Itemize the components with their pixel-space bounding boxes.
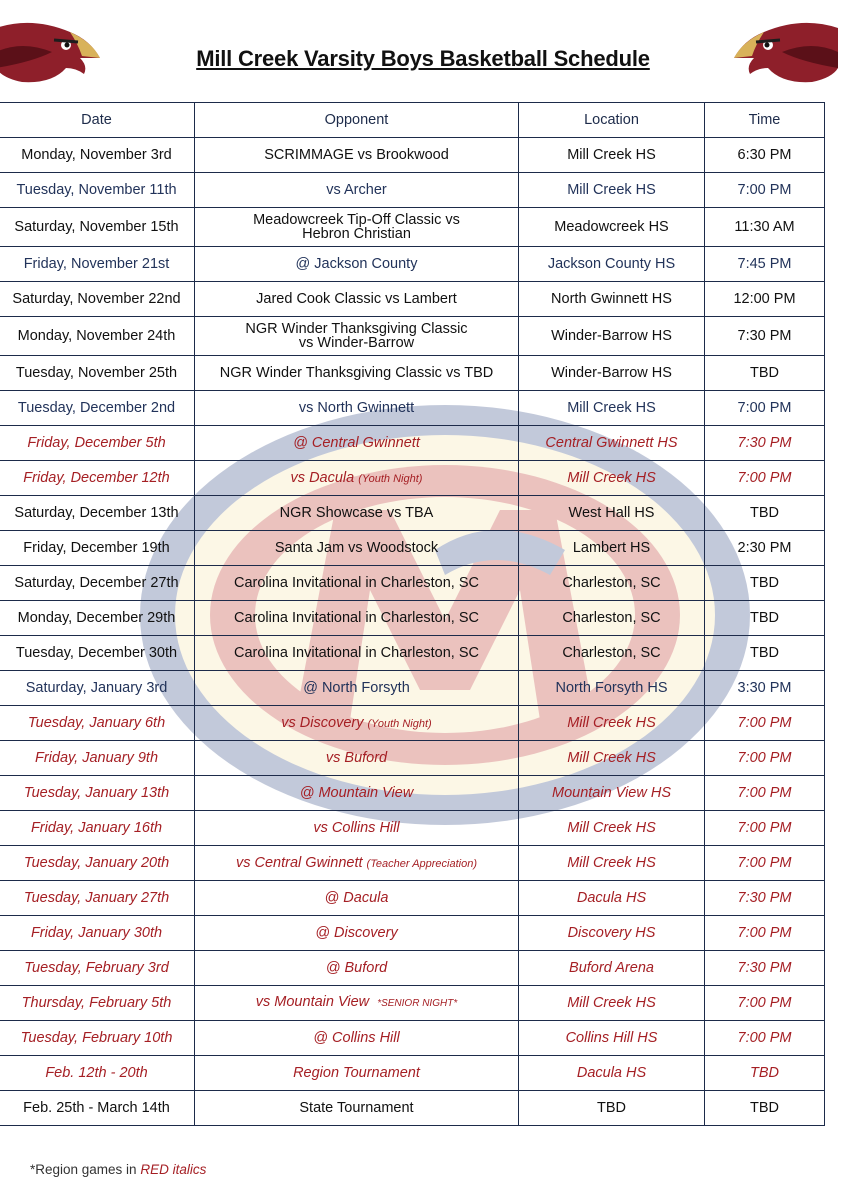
game-date: Friday, November 21st: [0, 247, 195, 282]
senior-night-note: *SENIOR NIGHT*: [377, 998, 458, 1009]
header-opponent: Opponent: [195, 103, 519, 138]
game-location: Mill Creek HS: [519, 811, 705, 846]
game-location: Mountain View HS: [519, 776, 705, 811]
game-location: Mill Creek HS: [519, 138, 705, 173]
game-opponent: @ North Forsyth: [195, 671, 519, 706]
game-opponent: @ Discovery: [195, 916, 519, 951]
game-location: Winder-Barrow HS: [519, 356, 705, 391]
game-time: 7:30 PM: [705, 317, 825, 356]
opponent-line: vs Winder-Barrow: [298, 335, 415, 351]
game-opponent: Carolina Invitational in Charleston, SC: [195, 566, 519, 601]
table-row: [0, 426, 825, 461]
header-location: Location: [519, 103, 705, 138]
game-time: 3:30 PM: [705, 671, 825, 706]
header-date: Date: [0, 103, 195, 138]
footnote-highlight: RED italics: [140, 1162, 207, 1177]
table-row: [0, 173, 825, 208]
game-time: 7:00 PM: [705, 986, 825, 1021]
game-location: Charleston, SC: [519, 566, 705, 601]
table-row: [0, 356, 825, 391]
game-time: 7:30 PM: [705, 951, 825, 986]
game-time: TBD: [705, 496, 825, 531]
game-date: Friday, January 9th: [0, 741, 195, 776]
game-note: (Youth Night): [367, 717, 432, 730]
game-location: Winder-Barrow HS: [519, 317, 705, 356]
game-time: 7:00 PM: [705, 811, 825, 846]
game-date: Tuesday, February 10th: [0, 1021, 195, 1056]
game-location: Mill Creek HS: [519, 706, 705, 741]
table-row: [0, 496, 825, 531]
game-location: TBD: [519, 1091, 705, 1126]
game-location: Discovery HS: [519, 916, 705, 951]
table-header-row: [0, 103, 825, 138]
game-opponent: vs Archer: [195, 173, 519, 208]
header-time: Time: [705, 103, 825, 138]
game-location: Jackson County HS: [519, 247, 705, 282]
game-opponent: [195, 208, 519, 247]
table-row: [0, 951, 825, 986]
table-row: [0, 247, 825, 282]
game-opponent: SCRIMMAGE vs Brookwood: [195, 138, 519, 173]
game-location: Charleston, SC: [519, 601, 705, 636]
game-time: TBD: [705, 1056, 825, 1091]
game-location: Central Gwinnett HS: [519, 426, 705, 461]
game-opponent: @ Mountain View: [195, 776, 519, 811]
game-date: Monday, November 3rd: [0, 138, 195, 173]
game-opponent: State Tournament: [195, 1091, 519, 1126]
game-opponent: NGR Winder Thanksgiving Classic vs TBD: [195, 356, 519, 391]
table-row: [0, 1091, 825, 1126]
opponent-line: NGR Winder Thanksgiving Classic: [245, 321, 468, 337]
game-date: Tuesday, November 25th: [0, 356, 195, 391]
game-note: (Teacher Appreciation): [366, 857, 478, 870]
table-row: [0, 881, 825, 916]
page-title: Mill Creek Varsity Boys Basketball Schedule: [196, 46, 650, 71]
game-opponent: @ Central Gwinnett: [195, 426, 519, 461]
game-time: 7:30 PM: [705, 881, 825, 916]
game-location: Dacula HS: [519, 881, 705, 916]
game-opponent: vs North Gwinnett: [195, 391, 519, 426]
game-date: Tuesday, January 27th: [0, 881, 195, 916]
game-date: Tuesday, November 11th: [0, 173, 195, 208]
game-location: Mill Creek HS: [519, 846, 705, 881]
game-time: 7:00 PM: [705, 846, 825, 881]
game-date: Thursday, February 5th: [0, 986, 195, 1021]
game-time: 7:30 PM: [705, 426, 825, 461]
game-time: 7:00 PM: [705, 461, 825, 496]
game-location: Buford Arena: [519, 951, 705, 986]
table-row: [0, 776, 825, 811]
game-date: Friday, January 30th: [0, 916, 195, 951]
game-location: Charleston, SC: [519, 636, 705, 671]
game-opponent: [195, 317, 519, 356]
game-opponent: [195, 706, 519, 741]
table-row: [0, 636, 825, 671]
table-row: [0, 531, 825, 566]
game-date: Tuesday, December 2nd: [0, 391, 195, 426]
table-row: [0, 811, 825, 846]
game-date: Saturday, November 22nd: [0, 282, 195, 317]
game-time: 7:00 PM: [705, 1021, 825, 1056]
table-row: [0, 706, 825, 741]
game-opponent: vs Buford: [195, 741, 519, 776]
game-opponent: NGR Showcase vs TBA: [195, 496, 519, 531]
game-location: Mill Creek HS: [519, 173, 705, 208]
game-date: Saturday, December 27th: [0, 566, 195, 601]
game-date: Saturday, December 13th: [0, 496, 195, 531]
game-location: North Forsyth HS: [519, 671, 705, 706]
game-opponent: Santa Jam vs Woodstock: [195, 531, 519, 566]
opponent-name: vs Central Gwinnett: [235, 854, 363, 871]
game-date: Friday, December 12th: [0, 461, 195, 496]
footnote-text: *Region games in: [30, 1162, 141, 1177]
game-time: 7:00 PM: [705, 706, 825, 741]
game-date: Tuesday, January 6th: [0, 706, 195, 741]
game-location: Mill Creek HS: [519, 391, 705, 426]
opponent-name: vs Mountain View: [255, 994, 370, 1010]
game-opponent: @ Collins Hill: [195, 1021, 519, 1056]
table-row: [0, 846, 825, 881]
table-row: [0, 601, 825, 636]
game-location: Mill Creek HS: [519, 461, 705, 496]
game-time: TBD: [705, 356, 825, 391]
table-row: [0, 671, 825, 706]
game-time: 7:00 PM: [705, 741, 825, 776]
game-date: Monday, December 29th: [0, 601, 195, 636]
table-row: [0, 1056, 825, 1091]
game-date: Feb. 25th - March 14th: [0, 1091, 195, 1126]
game-time: 12:00 PM: [705, 282, 825, 317]
game-date: Tuesday, January 20th: [0, 846, 195, 881]
game-opponent: [195, 846, 519, 881]
game-location: Lambert HS: [519, 531, 705, 566]
game-location: North Gwinnett HS: [519, 282, 705, 317]
schedule-table: [0, 102, 825, 1126]
game-opponent: Region Tournament: [195, 1056, 519, 1091]
game-location: Mill Creek HS: [519, 741, 705, 776]
opponent-name: vs Dacula: [290, 469, 355, 486]
game-opponent: vs Collins Hill: [195, 811, 519, 846]
table-row: [0, 138, 825, 173]
opponent-line: Hebron Christian: [302, 226, 411, 242]
game-date: Saturday, January 3rd: [0, 671, 195, 706]
game-time: 7:00 PM: [705, 916, 825, 951]
game-location: Dacula HS: [519, 1056, 705, 1091]
opponent-line: Meadowcreek Tip-Off Classic vs: [253, 212, 460, 228]
game-date: Saturday, November 15th: [0, 208, 195, 247]
game-date: Tuesday, February 3rd: [0, 951, 195, 986]
game-date: Monday, November 24th: [0, 317, 195, 356]
game-note: (Youth Night): [358, 472, 423, 485]
game-time: TBD: [705, 1091, 825, 1126]
game-opponent: [195, 986, 519, 1021]
game-time: 7:00 PM: [705, 173, 825, 208]
game-time: TBD: [705, 636, 825, 671]
game-date: Friday, December 19th: [0, 531, 195, 566]
game-time: 2:30 PM: [705, 531, 825, 566]
game-time: 7:45 PM: [705, 247, 825, 282]
game-opponent: Jared Cook Classic vs Lambert: [195, 282, 519, 317]
game-time: 11:30 AM: [705, 208, 825, 247]
game-date: Tuesday, December 30th: [0, 636, 195, 671]
game-location: Mill Creek HS: [519, 986, 705, 1021]
table-row: [0, 741, 825, 776]
table-row: [0, 208, 825, 247]
game-time: 6:30 PM: [705, 138, 825, 173]
game-opponent: @ Dacula: [195, 881, 519, 916]
table-row: [0, 282, 825, 317]
table-row: [0, 461, 825, 496]
game-time: 7:00 PM: [705, 391, 825, 426]
game-location: Meadowcreek HS: [519, 208, 705, 247]
game-date: Friday, January 16th: [0, 811, 195, 846]
table-row: [0, 1021, 825, 1056]
game-location: Collins Hill HS: [519, 1021, 705, 1056]
game-time: TBD: [705, 601, 825, 636]
game-opponent: [195, 461, 519, 496]
game-opponent: Carolina Invitational in Charleston, SC: [195, 636, 519, 671]
table-row: [0, 566, 825, 601]
game-opponent: Carolina Invitational in Charleston, SC: [195, 601, 519, 636]
table-row: [0, 391, 825, 426]
table-row: [0, 916, 825, 951]
table-row: [0, 317, 825, 356]
game-location: West Hall HS: [519, 496, 705, 531]
game-opponent: @ Buford: [195, 951, 519, 986]
game-date: Tuesday, January 13th: [0, 776, 195, 811]
game-time: TBD: [705, 566, 825, 601]
region-games-footnote: [30, 1162, 206, 1177]
game-opponent: @ Jackson County: [195, 247, 519, 282]
game-time: 7:00 PM: [705, 776, 825, 811]
opponent-name: vs Discovery: [281, 714, 364, 731]
table-row: [0, 986, 825, 1021]
game-date: Feb. 12th - 20th: [0, 1056, 195, 1091]
game-date: Friday, December 5th: [0, 426, 195, 461]
